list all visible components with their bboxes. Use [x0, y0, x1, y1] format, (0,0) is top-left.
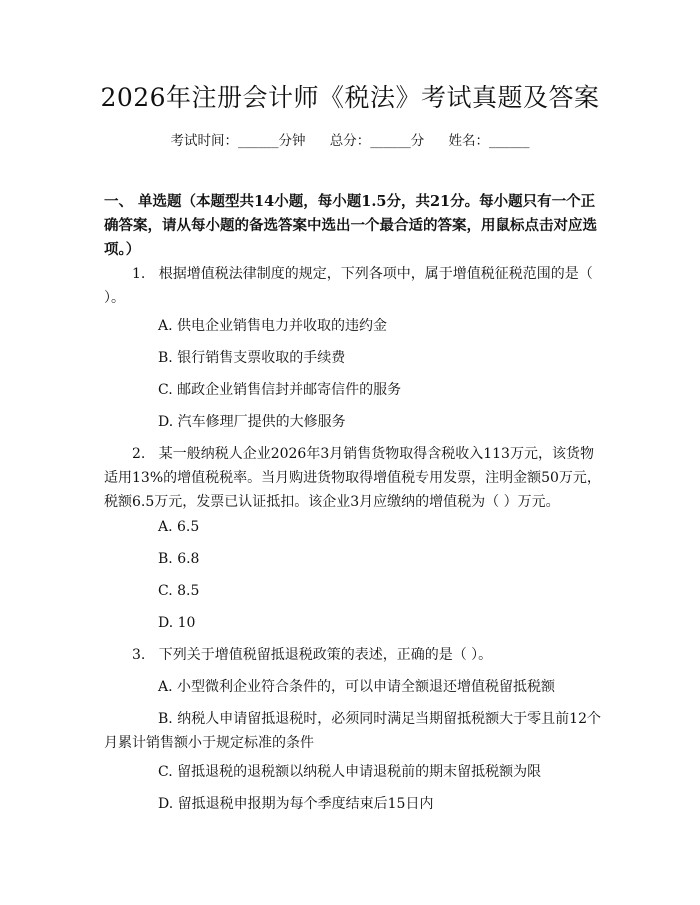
question-3-option-d[interactable]: D. 留抵退税申报期为每个季度结束后15日内 [158, 796, 434, 812]
exam-info-line [0, 131, 700, 151]
question-2-option-c[interactable]: C. 8.5 [158, 583, 200, 599]
question-3-option-a[interactable]: A. 小型微利企业符合条件的，可以申请全额退还增值税留抵税额 [158, 679, 556, 695]
name-field: 姓名：______ [448, 133, 530, 149]
total-score-field: 总分：______分 [329, 133, 425, 149]
question-2-stem [104, 442, 604, 514]
question-1-option-a[interactable]: A. 供电企业销售电力并收取的违约金 [158, 318, 388, 334]
question-1-stem [104, 262, 604, 310]
question-3-text: 3. 下列关于增值税留抵退税政策的表述，正确的是（ ）。 [132, 647, 493, 663]
question-1-option-c[interactable]: C. 邮政企业销售信封并邮寄信件的服务 [158, 382, 402, 398]
question-3-stem [104, 643, 604, 667]
question-1-option-d[interactable]: D. 汽车修理厂提供的大修服务 [158, 414, 346, 430]
exam-time-field: 考试时间：______分钟 [170, 133, 306, 149]
question-2-option-a[interactable]: A. 6.5 [158, 519, 200, 535]
question-1-text: 1. 根据增值税法律制度的规定，下列各项中，属于增值税征税范围的是（ ）。 [104, 266, 593, 306]
question-1-option-b[interactable]: B. 银行销售支票收取的手续费 [158, 350, 346, 366]
document-title: 2026年注册会计师《税法》考试真题及答案 [100, 83, 600, 112]
question-2-option-d[interactable]: D. 10 [158, 615, 196, 631]
question-2-text: 2. 某一般纳税人企业2026年3月销售货物取得含税收入113万元，该货物适用13%的增值税税率。当月购进货物取得增值税专用发票，注明金额50万元，税额6.5万元，发票已认证抵扣。该企业3月应缴纳的增值税为（ ）万元。 [104, 446, 601, 510]
question-3-option-b[interactable]: B. 纳税人申请留抵退税时，必须同时满足当期留抵税额大于零且前12个月累计销售额小于规定标准的条件 [104, 711, 602, 751]
section-header: 一、 单选题（本题型共14小题，每小题1.5分，共21分。每小题只有一个正确答案，请从每小题的备选答案中选出一个最合适的答案，用鼠标点击对应选项。） [104, 193, 597, 258]
question-2-option-b[interactable]: B. 6.8 [158, 551, 200, 567]
question-3-option-c[interactable]: C. 留抵退税的退税额以纳税人申请退税前的期末留抵税额为限 [158, 764, 542, 780]
